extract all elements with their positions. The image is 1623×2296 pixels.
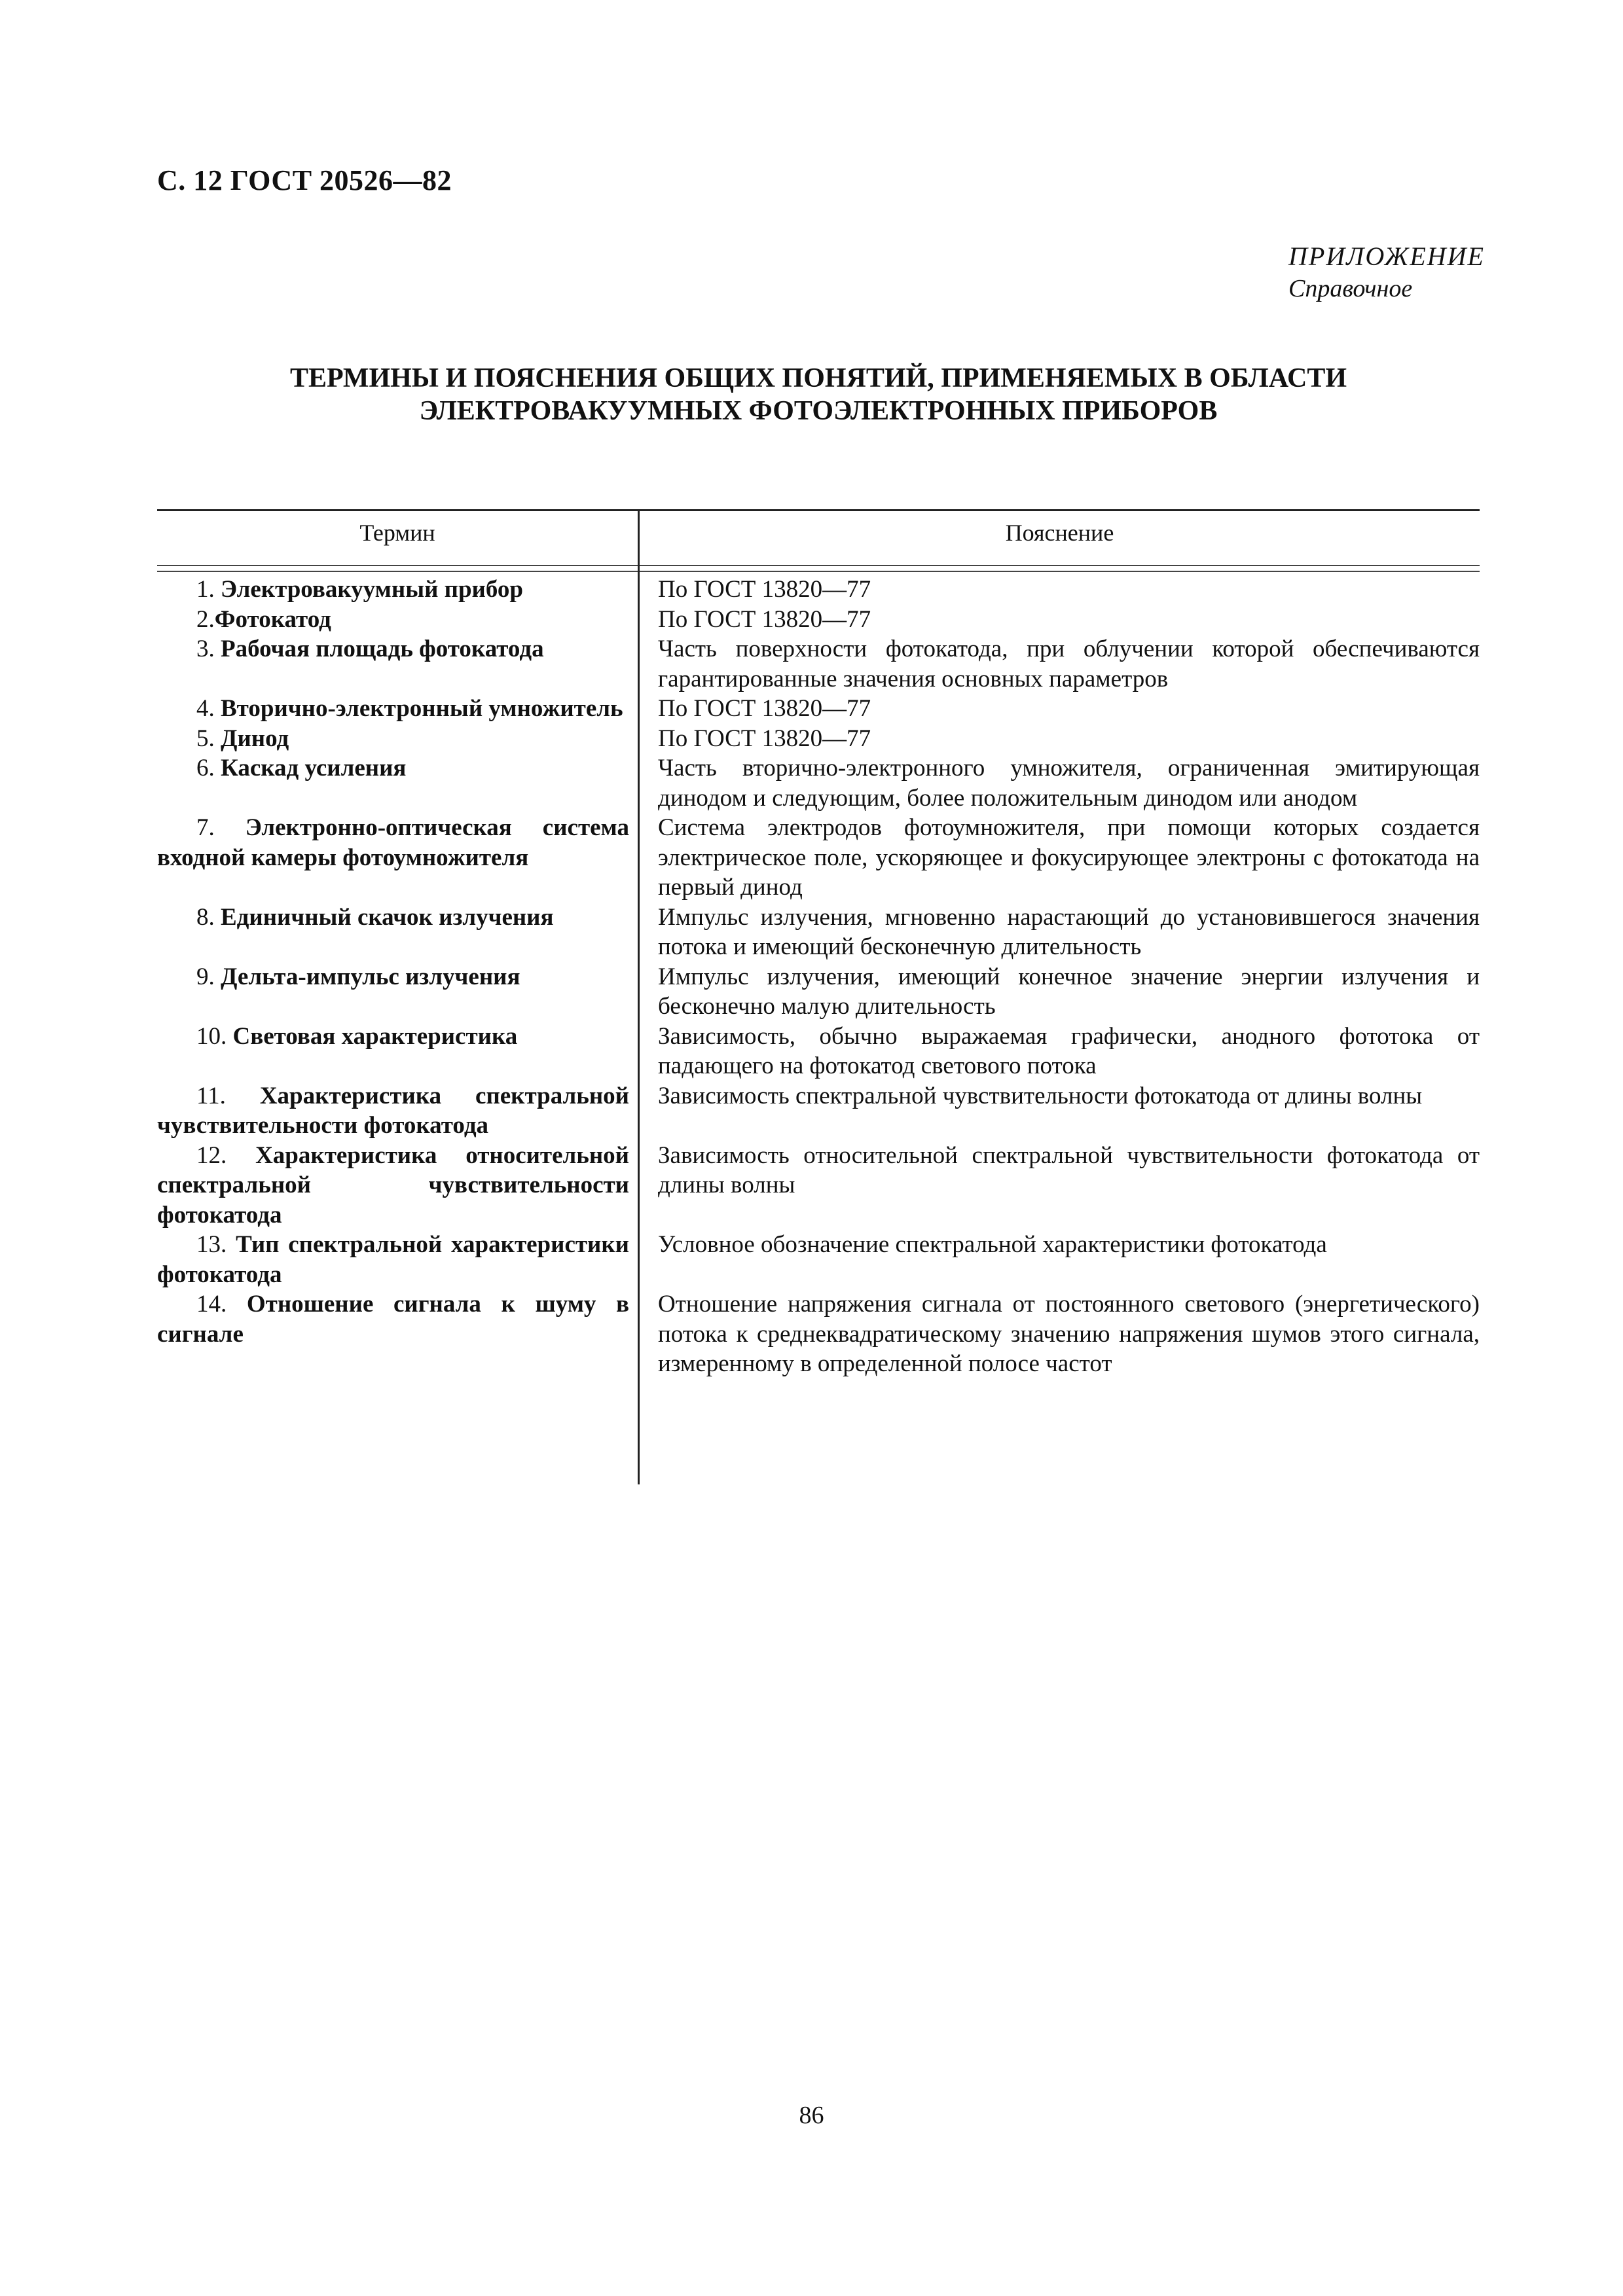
term-number: 14. <box>196 1291 227 1318</box>
term-text: Электронно-оптическая система входной камеры фотоумножителя <box>157 814 630 871</box>
table-row <box>157 575 1480 605</box>
table-row <box>157 694 1480 724</box>
table-row <box>157 962 1480 1022</box>
term-text: Единичный скачок излучения <box>221 903 554 931</box>
explanation-cell: Зависимость относительной спектральной чувствительности фотокатода от длины волны <box>658 1141 1480 1198</box>
table-row <box>157 1022 1480 1081</box>
table-row <box>157 1230 1480 1289</box>
term-number: 7. <box>196 814 215 841</box>
column-header-term: Термин <box>359 520 435 546</box>
term-number: 8. <box>196 903 215 931</box>
term-cell <box>157 1141 638 1230</box>
term-cell <box>157 605 638 635</box>
term-cell <box>157 634 638 694</box>
term-number: 3. <box>196 636 215 662</box>
table-row <box>157 813 1480 903</box>
term-cell <box>157 903 638 962</box>
term-number: 4. <box>196 695 215 722</box>
appendix-type: Справочное <box>1288 275 1413 302</box>
explanation-cell: Часть вторично-электронного умножителя, ограниченная эмитирующая динодом и следующим, более положительным динодом или анодом <box>658 755 1480 812</box>
explanation-cell: Зависимость, обычно выражаемая графически, анодного фототока от падающего на фотокатод светового потока <box>658 1022 1480 1079</box>
explanation-cell: Отношение напряжения сигнала от постоянного светового (энергетического) потока к среднеквадратическому значению напряжения шумов этого сигнала, измеренному в определенной полосе частот <box>658 1291 1480 1377</box>
table-row <box>157 605 1480 635</box>
page-title <box>157 362 1480 427</box>
term-text: Каскад усиления <box>221 755 407 781</box>
term-text: Фотокатод <box>214 605 331 633</box>
appendix-label: ПРИЛОЖЕНИЕ <box>1288 242 1485 271</box>
explanation-cell: Импульс излучения, мгновенно нарастающий до установившегося значения потока и имеющий бесконечную длительность <box>658 903 1480 960</box>
explanation-cell: Часть поверхности фотокатода, при облучении которой обеспечиваются гарантированные значения основных параметров <box>658 636 1480 692</box>
term-number: 2. <box>196 605 215 633</box>
table-row <box>157 1081 1480 1141</box>
term-number: 12. <box>196 1141 227 1169</box>
term-cell <box>157 1022 638 1081</box>
table-row <box>157 1289 1480 1379</box>
column-header-explanation: Пояснение <box>1005 520 1114 546</box>
term-text: Характеристика спектральной чувствительности фотокатода <box>157 1082 629 1139</box>
header-rule-double <box>157 571 1480 572</box>
page-number: 86 <box>799 2102 824 2129</box>
term-cell <box>157 1289 638 1379</box>
term-cell <box>157 962 638 1022</box>
term-cell <box>157 694 638 724</box>
title-line-1: ТЕРМИНЫ И ПОЯСНЕНИЯ ОБЩИХ ПОНЯТИЙ, ПРИМЕНЯЕМЫХ В ОБЛАСТИ <box>289 363 1347 393</box>
explanation-cell: По ГОСТ 13820—77 <box>658 576 871 603</box>
table-row <box>157 903 1480 962</box>
term-number: 9. <box>196 963 215 990</box>
term-number: 1. <box>196 576 215 603</box>
table-row <box>157 634 1480 694</box>
title-line-2: ЭЛЕКТРОВАКУУМНЫХ ФОТОЭЛЕКТРОННЫХ ПРИБОРОВ <box>419 396 1218 426</box>
term-text: Рабочая площадь фотокатода <box>221 636 544 662</box>
term-text: Динод <box>221 725 289 752</box>
document-header: С. 12 ГОСТ 20526—82 <box>157 164 452 196</box>
header-rule <box>157 565 1480 566</box>
term-number: 6. <box>196 755 215 781</box>
term-cell <box>157 1230 638 1289</box>
term-text: Вторично-электронный умножитель <box>221 695 623 722</box>
explanation-cell: По ГОСТ 13820—77 <box>658 725 871 752</box>
term-cell <box>157 575 638 605</box>
table-row <box>157 724 1480 754</box>
term-text: Характеристика относительной спектральной чувствительности фотокатода <box>157 1141 629 1229</box>
appendix-block <box>1288 241 1485 303</box>
term-cell <box>157 1081 638 1141</box>
table-top-rule <box>157 509 1480 511</box>
explanation-cell: Система электродов фотоумножителя, при помощи которых создается электрическое поле, ускоряющее и фокусирующее электроны с фотокатода на первый динод <box>658 814 1480 901</box>
term-number: 11. <box>196 1082 226 1109</box>
term-text: Электровакуумный прибор <box>221 576 523 603</box>
table-row <box>157 1141 1480 1230</box>
explanation-cell: Импульс излучения, имеющий конечное значение энергии излучения и бесконечно малую длительность <box>658 963 1480 1020</box>
term-number: 5. <box>196 725 215 752</box>
term-text: Тип спектральной характеристики фотокатода <box>157 1231 629 1288</box>
term-text: Отношение сигнала к шуму в сигнале <box>157 1291 630 1348</box>
term-number: 10. <box>196 1022 227 1050</box>
table-body <box>157 575 1480 1379</box>
explanation-cell: По ГОСТ 13820—77 <box>658 605 871 633</box>
term-cell <box>157 753 638 813</box>
explanation-cell: Условное обозначение спектральной характеристики фотокатода <box>658 1231 1327 1258</box>
term-text: Световая характеристика <box>232 1022 518 1050</box>
table-row <box>157 753 1480 813</box>
term-text: Дельта-импульс излучения <box>221 963 520 990</box>
terms-table <box>157 509 1480 1484</box>
explanation-cell: Зависимость спектральной чувствительности фотокатода от длины волны <box>658 1082 1423 1109</box>
term-number: 13. <box>196 1231 227 1258</box>
term-cell <box>157 813 638 903</box>
term-cell <box>157 724 638 754</box>
explanation-cell: По ГОСТ 13820—77 <box>658 695 871 722</box>
